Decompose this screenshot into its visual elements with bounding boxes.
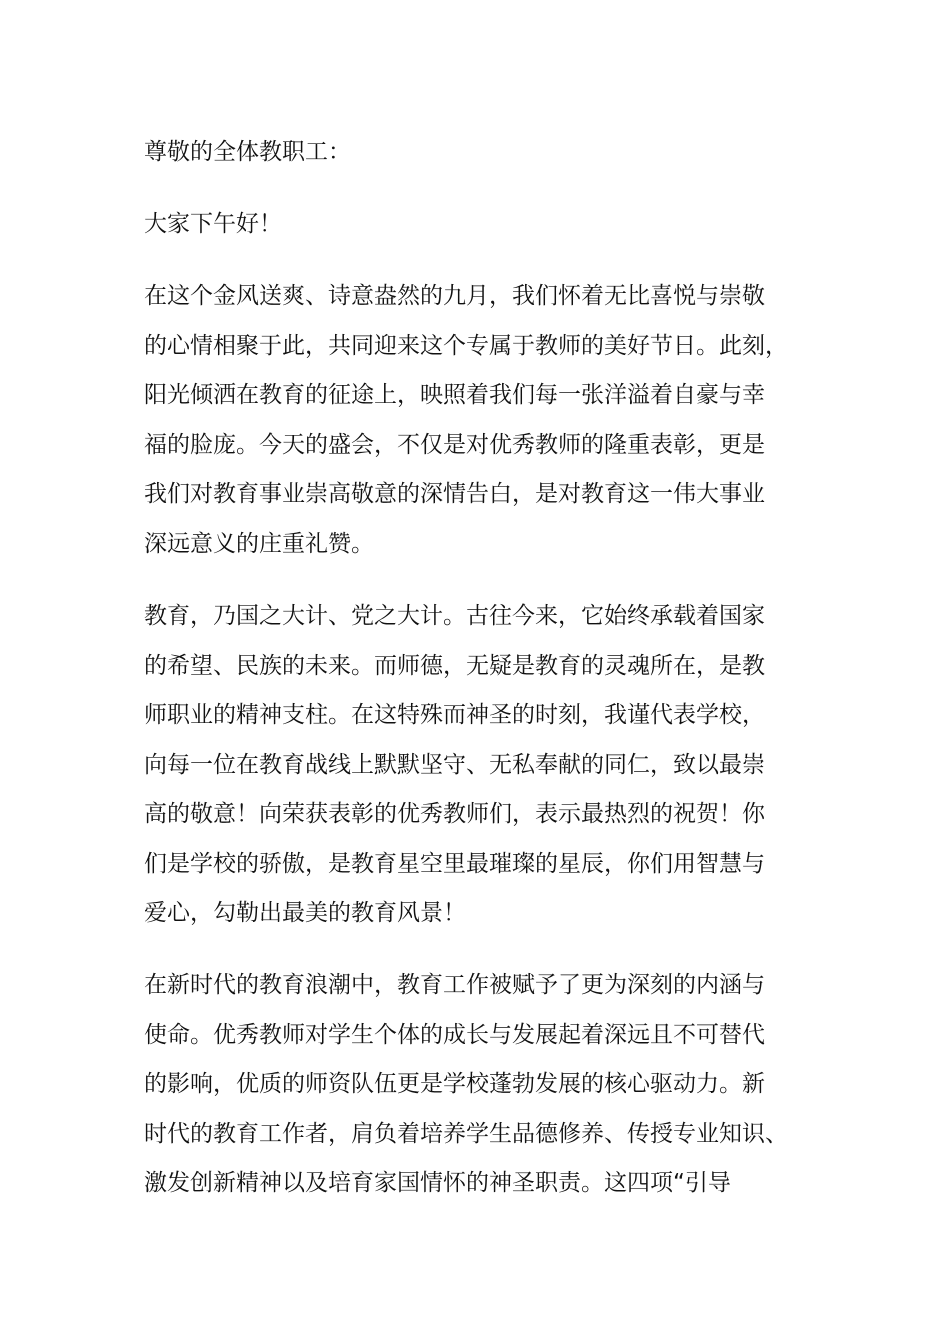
paragraph-line: 激发创新精神以及培育家国情怀的神圣职责。这四项“引导 — [144, 1170, 731, 1196]
greeting: 大家下午好！ — [144, 211, 282, 237]
paragraph-line: 教育，乃国之大计、党之大计。古往今来，它始终承载着国家 — [144, 603, 765, 629]
paragraph-line: 阳光倾洒在教育的征途上，映照着我们每一张洋溢着自豪与幸 — [144, 382, 765, 408]
paragraph-line: 师职业的精神支柱。在这特殊而神圣的时刻，我谨代表学校， — [144, 702, 765, 728]
paragraph-line: 们是学校的骄傲，是教育星空里最璀璨的星辰，你们用智慧与 — [144, 851, 765, 877]
salutation: 尊敬的全体教职工： — [144, 139, 351, 165]
paragraph-line: 高的敬意！向荣获表彰的优秀教师们，表示最热烈的祝贺！你 — [144, 801, 765, 827]
paragraph-line: 的影响，优质的师资队伍更是学校蓬勃发展的核心驱动力。新 — [144, 1071, 765, 1097]
paragraph-line: 福的脸庞。今天的盛会，不仅是对优秀教师的隆重表彰，更是 — [144, 432, 765, 458]
paragraph-line: 时代的教育工作者，肩负着培养学生品德修养、传授专业知识、 — [144, 1121, 788, 1147]
paragraph-line: 的心情相聚于此，共同迎来这个专属于教师的美好节日。此刻， — [144, 333, 788, 359]
paragraph-line: 在新时代的教育浪潮中，教育工作被赋予了更为深刻的内涵与 — [144, 972, 765, 998]
paragraph-line: 的希望、民族的未来。而师德，无疑是教育的灵魂所在，是教 — [144, 653, 765, 679]
paragraph-line: 深远意义的庄重礼赞。 — [144, 531, 374, 557]
paragraph-line: 使命。优秀教师对学生个体的成长与发展起着深远且不可替代 — [144, 1022, 765, 1048]
paragraph-line: 向每一位在教育战线上默默坚守、无私奉献的同仁，致以最崇 — [144, 752, 765, 778]
paragraph-line: 我们对教育事业崇高敬意的深情告白，是对教育这一伟大事业 — [144, 481, 765, 507]
paragraph-line: 在这个金风送爽、诗意盎然的九月，我们怀着无比喜悦与崇敬 — [144, 283, 765, 309]
paragraph-line: 爱心，勾勒出最美的教育风景！ — [144, 900, 466, 926]
